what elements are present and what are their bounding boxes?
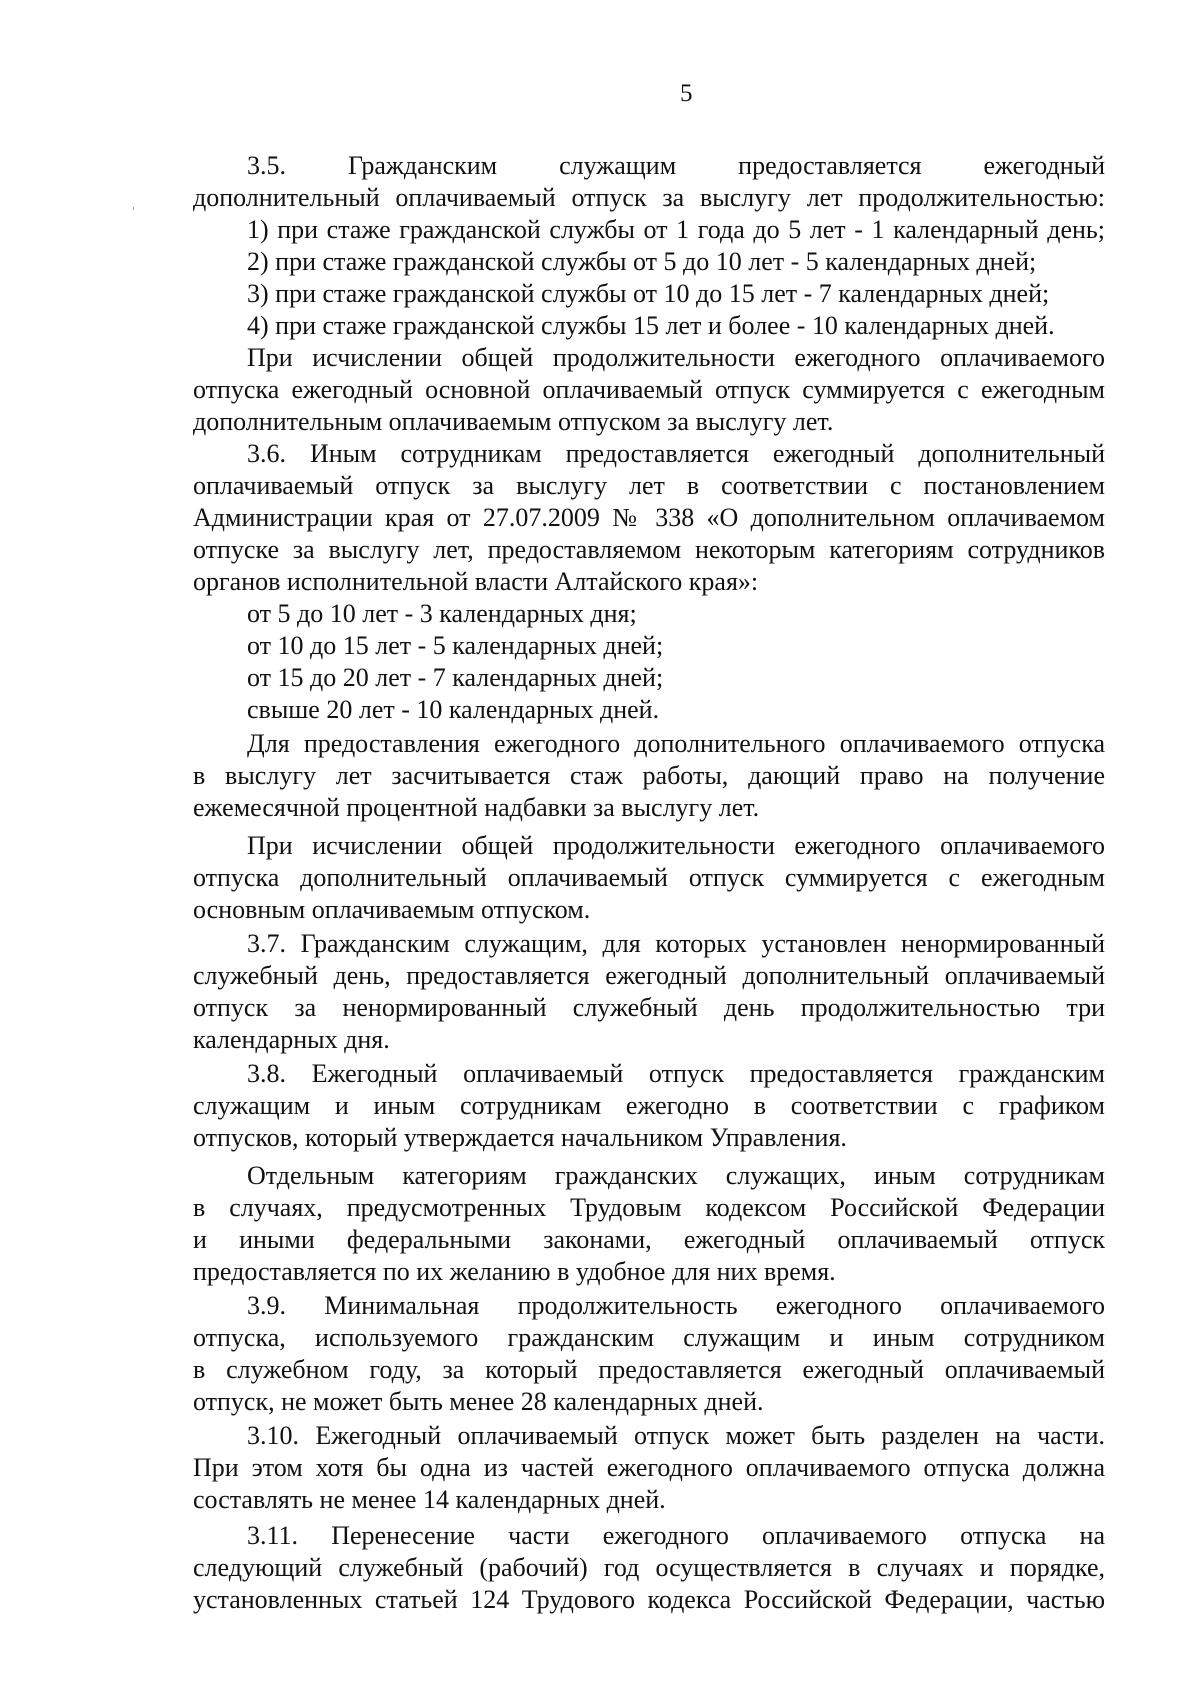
text-line: 3.8. Ежегодный оплачиваемый отпуск предоставляется гражданским	[247, 1059, 1105, 1088]
text-line: При исчислении общей продолжительности ежегодного оплачиваемого	[247, 343, 1105, 372]
text-line: дополнительным оплачиваемым отпуском за выслугу лет.	[193, 407, 834, 436]
text-line: 3.5. Гражданским служащим предоставляется ежегодный	[247, 151, 1105, 180]
text-line: отпуска, используемого гражданским служащим и иным сотрудником	[193, 1323, 1105, 1352]
text-line: отпуск, не может быть менее 28 календарных дней.	[193, 1387, 764, 1416]
text-line: 3.7. Гражданским служащим, для которых установлен ненормированный	[247, 929, 1105, 958]
text-line: 4) при стаже гражданской службы 15 лет и более - 10 календарных дней.	[247, 311, 1055, 340]
text-line: отпусков, который утверждается начальником Управления.	[193, 1123, 847, 1152]
text-line: При исчислении общей продолжительности ежегодного оплачиваемого	[247, 831, 1105, 860]
text-line: 3.10. Ежегодный оплачиваемый отпуск может быть разделен на части.	[247, 1421, 1105, 1450]
text-line: от 15 до 20 лет - 7 календарных дней;	[247, 663, 664, 692]
text-line: Администрации края от 27.07.2009 № 338 «О дополнительном оплачиваемом	[193, 503, 1105, 532]
scan-margin-mark	[133, 207, 134, 210]
text-line: установленных статьей 124 Трудового кодекса Российской Федерации, частью	[193, 1585, 1105, 1614]
text-line: 3.6. Иным сотрудникам предоставляется ежегодный дополнительный	[247, 439, 1105, 468]
text-line: отпуске за выслугу лет, предоставляемом некоторым категориям сотрудников	[193, 535, 1105, 564]
text-line: дополнительный оплачиваемый отпуск за выслугу лет продолжительностью:	[193, 183, 1105, 212]
page-number: 5	[680, 80, 693, 107]
text-line: оплачиваемый отпуск за выслугу лет в соответствии с постановлением	[193, 471, 1105, 500]
text-line: 3.11. Перенесение части ежегодного оплачиваемого отпуска на	[247, 1521, 1105, 1550]
text-line: отпуска дополнительный оплачиваемый отпуск суммируется с ежегодным	[193, 863, 1105, 892]
text-line: календарных дня.	[193, 1025, 390, 1054]
text-line: в случаях, предусмотренных Трудовым кодексом Российской Федерации	[193, 1193, 1105, 1222]
text-line: 3.9. Минимальная продолжительность ежегодного оплачиваемого	[247, 1291, 1105, 1320]
text-line: ежемесячной процентной надбавки за выслугу лет.	[193, 793, 760, 822]
text-line: Отдельным категориям гражданских служащих, иным сотрудникам	[247, 1161, 1105, 1190]
text-line: составлять не менее 14 календарных дней.	[193, 1485, 666, 1514]
text-line: 3) при стаже гражданской службы от 10 до 15 лет - 7 календарных дней;	[247, 279, 1050, 308]
text-line: При этом хотя бы одна из частей ежегодного оплачиваемого отпуска должна	[193, 1453, 1105, 1482]
text-line: предоставляется по их желанию в удобное для них время.	[193, 1257, 836, 1286]
text-line: служащим и иным сотрудникам ежегодно в соответствии с графиком	[193, 1091, 1105, 1120]
text-line: свыше 20 лет - 10 календарных дней.	[247, 695, 660, 724]
text-line: отпуска ежегодный основной оплачиваемый отпуск суммируется с ежегодным	[193, 375, 1105, 404]
text-line: 2) при стаже гражданской службы от 5 до 10 лет - 5 календарных дней;	[247, 247, 1037, 276]
text-line: в служебном году, за который предоставляется ежегодный оплачиваемый	[193, 1355, 1105, 1384]
text-line: отпуск за ненормированный служебный день продолжительностью три	[193, 993, 1105, 1022]
text-line: основным оплачиваемым отпуском.	[193, 895, 591, 924]
text-line: служебный день, предоставляется ежегодный дополнительный оплачиваемый	[193, 961, 1105, 990]
text-line: и иными федеральными законами, ежегодный оплачиваемый отпуск	[193, 1225, 1105, 1254]
text-line: в выслугу лет засчитывается стаж работы, дающий право на получение	[193, 761, 1105, 790]
text-line: от 10 до 15 лет - 5 календарных дней;	[247, 631, 664, 660]
text-line: органов исполнительной власти Алтайского края»:	[193, 567, 759, 596]
text-line: следующий служебный (рабочий) год осуществляется в случаях и порядке,	[193, 1553, 1105, 1582]
text-line: 1) при стаже гражданской службы от 1 года до 5 лет - 1 календарный день;	[247, 215, 1105, 244]
text-line: от 5 до 10 лет - 3 календарных дня;	[247, 599, 637, 628]
text-line: Для предоставления ежегодного дополнительного оплачиваемого отпуска	[247, 729, 1105, 758]
